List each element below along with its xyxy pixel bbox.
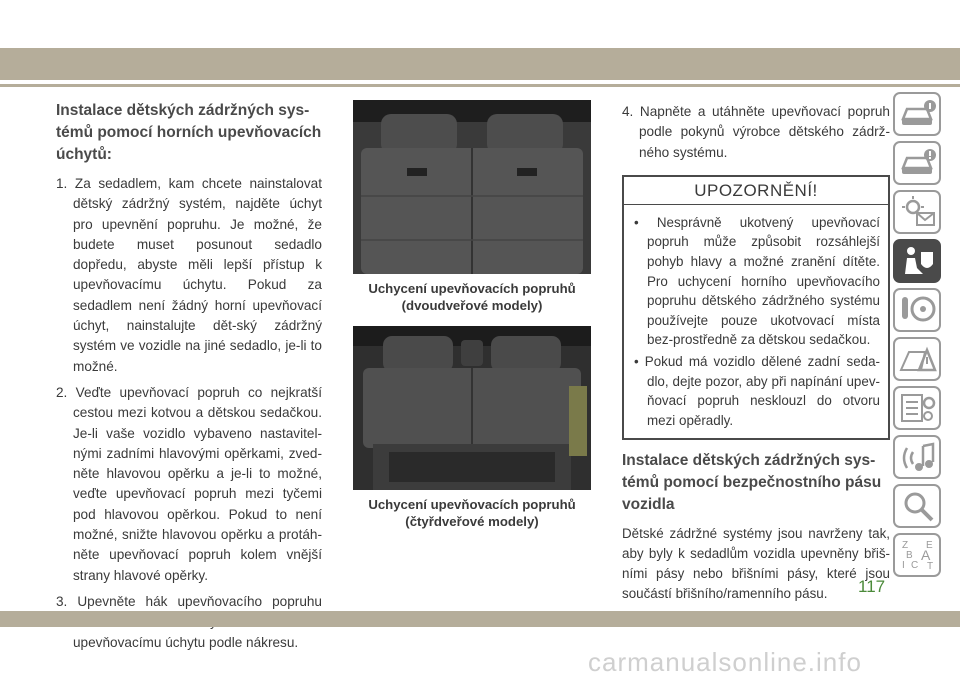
- watermark: carmanualsonline.info: [588, 647, 862, 677]
- seat-safety-icon[interactable]: [893, 239, 941, 283]
- svg-text:C: C: [911, 560, 919, 571]
- steering-key-icon[interactable]: [893, 288, 941, 332]
- photo-two-door-tether: [353, 100, 591, 274]
- car-warning-icon[interactable]: [893, 141, 941, 185]
- photo-caption-two-door: Uchycení upevňovacích popruhů (dvoudveřové modely): [368, 281, 576, 313]
- step-4: 4. Napněte a utáhněte upevňovací popruh podle pokynů výrobce dětského zádrž-ného systému.: [622, 104, 890, 160]
- seat-belt-paragraph: Dětské zádržné systémy jsou navrženy tak, aby byly k sedadlům vozidla upevněny břiš-ními pásy nebo břišními pásy, které jsou součástí břišního/ramenního pásu.: [622, 526, 890, 602]
- step-2: 2. Veďte upevňovací popruh co nejkratší cestou mezi kotvou a dětskou sedačkou. Je-li vaše vozidlo vybaveno nastavitel-nými zadními hlavovými opěrkami, zved-něte hlavovou opěrku a je-li to možné, veďte upevňovací popruh mezi tyčemi pod hlavovou opěrkou. Pokud to není možné, snižte hlavovou opěrku a protáh-něte upevňovací popruh kolem vnější strany hlavové opěrky.: [56, 384, 322, 583]
- section-heading-top-tether: Instalace dětských zádržných sys- témů pomocí horních upevňovacích úchytů:: [56, 102, 322, 163]
- photo-caption-four-door: Uchycení upevňovacích popruhů (čtyřdveřové modely): [368, 497, 576, 529]
- multimedia-icon[interactable]: [893, 435, 941, 479]
- car-info-icon[interactable]: [893, 92, 941, 136]
- svg-text:I: I: [902, 560, 905, 571]
- step-3: 3. Upevněte hák upevňovacího popruhu upevňovacímu úchytu podle nákresu.: [56, 593, 322, 650]
- step-list: [56, 174, 322, 653]
- chapter-sidebar: [893, 92, 945, 582]
- warning-item-1: • Nesprávně ukotvený upevňovací popruh může způsobit rozsáhlejší pohyb hlavy a možné zranění dítěte. Pro uchycení horního upevňovacího popruhu dětského zádržného systému používejte pouze ukotvovací místa bez-prostředně za dětskou sedačkou.: [634, 214, 880, 348]
- roadside-warning-icon[interactable]: [893, 337, 941, 381]
- photo-four-door-tether: [353, 326, 591, 490]
- svg-text:B: B: [906, 550, 913, 561]
- warning-item-2: • Pokud má vozidlo dělené zadní seda-dlo, dejte pozor, aby při napínání upev-ňovací popruh nesklouzl do otvoru mezi opěradly.: [634, 354, 880, 428]
- svg-text:A: A: [921, 547, 931, 563]
- page-number: 117: [858, 577, 886, 596]
- warning-title: UPOZORNĚNÍ!: [624, 177, 888, 205]
- svg-text:T: T: [927, 561, 934, 572]
- step-list-continued: [622, 102, 890, 163]
- alphabet-index-icon[interactable]: [893, 533, 941, 577]
- column-right: [622, 100, 890, 604]
- header-rule: [0, 84, 960, 87]
- section-heading-seat-belt: Instalace dětských zádržných sys- témů pomocí bezpečnostního pásu vozidla: [622, 452, 882, 514]
- warning-list: [624, 205, 888, 439]
- svg-text:E: E: [926, 540, 933, 551]
- column-left: [56, 100, 322, 659]
- warning-box: [622, 175, 890, 441]
- header-band: [0, 48, 960, 80]
- search-icon[interactable]: [893, 484, 941, 528]
- column-middle: [353, 100, 591, 530]
- footer-band: [0, 611, 960, 627]
- step-1: 1. Za sedadlem, kam chcete nainstalovat dětský zádržný systém, najděte úchyt pro upevnění popruhu. Je možné, že budete muset posunout sedadlo dopředu, abyste měli lepší přístup k upevňovacímu úchytu. Pokud za sedadlem není žádný horní upevňovací úchyt, nainstalujte dět-ský zádržný systém ve vozidle na jiné sedadlo, je-li to možné.: [56, 176, 322, 374]
- svg-text:Z: Z: [902, 540, 909, 551]
- maintenance-list-icon[interactable]: [893, 386, 941, 430]
- dashboard-lights-icon[interactable]: [893, 190, 941, 234]
